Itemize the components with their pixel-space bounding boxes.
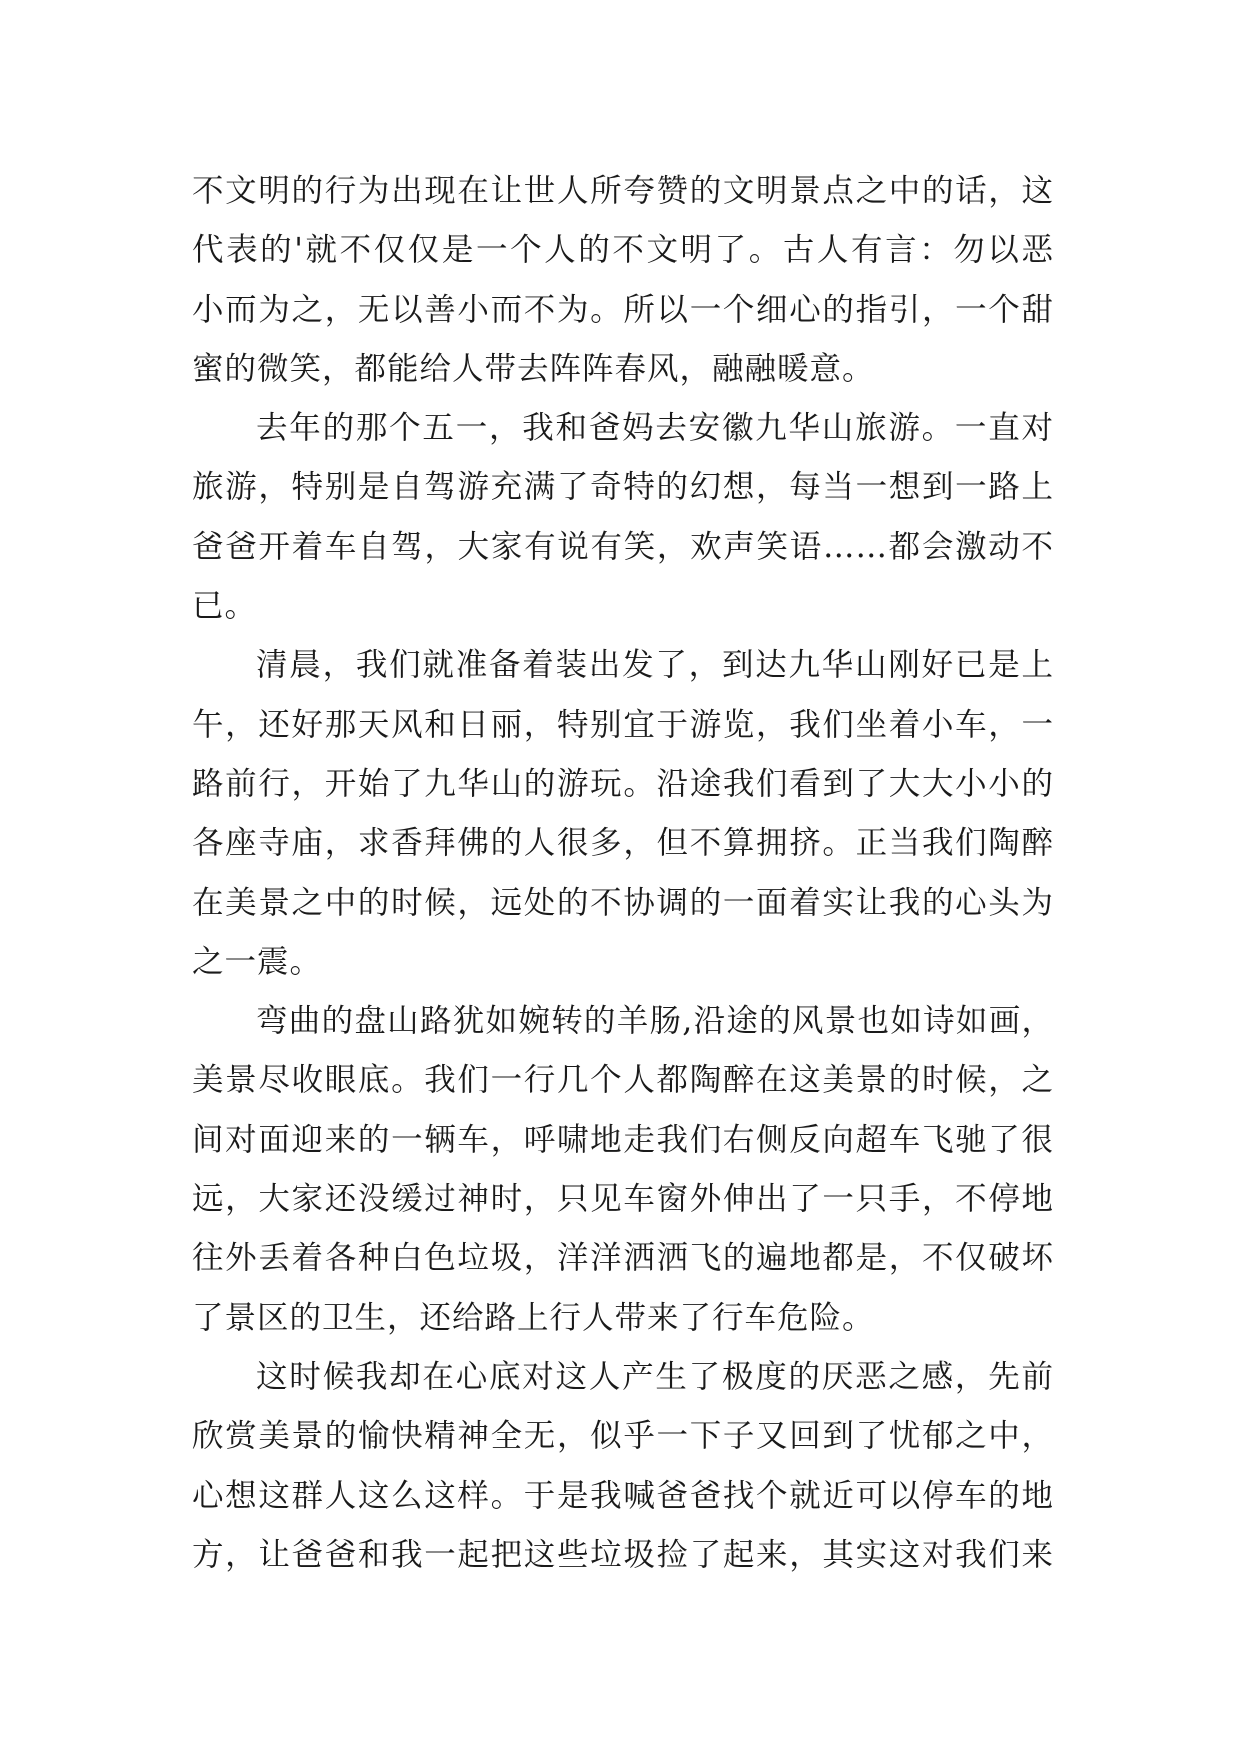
text-line: 蜜的微笑，都能给人带去阵阵春风，融融暖意。 [192,350,875,387]
text-line: 之一震。 [192,943,323,980]
text-line: 心想这群人这么这样。于是我喊爸爸找个就近可以停车的地 [192,1477,1054,1514]
text-line: 不文明的行为出现在让世人所夸赞的文明景点之中的话，这 [192,173,1054,209]
text-line: 往外丢着各种白色垃圾，洋洋洒洒飞的遍地都是，不仅破坏 [192,1240,1054,1277]
text-line: 方，让爸爸和我一起把这些垃圾捡了起来，其实这对我们来 [192,1536,1054,1573]
text-line: 间对面迎来的一辆车，呼啸地走我们右侧反向超车飞驰了很 [192,1121,1054,1158]
text-line: 了景区的卫生，还给路上行人带来了行车危险。 [192,1299,875,1336]
text-line: 爸爸开着车自驾，大家有说有笑，欢声笑语……都会激动不 [192,528,1054,565]
text-line: 去年的那个五一，我和爸妈去安徽九华山旅游。一直对 [256,410,1054,447]
text-line: 清晨，我们就准备着装出发了，到达九华山刚好已是上 [256,647,1054,684]
document-body [192,162,1054,1585]
text-line: 代表的'就不仅仅是一个人的不文明了。古人有言：勿以恶 [192,232,1054,269]
paragraph [192,1348,1054,1585]
paragraph [192,399,1054,636]
text-line: 路前行，开始了九华山的游玩。沿途我们看到了大大小小的 [192,765,1054,802]
text-line: 旅游，特别是自驾游充满了奇特的幻想，每当一想到一路上 [192,469,1054,506]
text-line: 弯曲的盘山路犹如婉转的羊肠,沿途的风景也如诗如画， [256,1003,1054,1040]
text-line: 小而为之，无以善小而不为。所以一个细心的指引，一个甜 [192,291,1054,328]
text-line: 各座寺庙，求香拜佛的人很多，但不算拥挤。正当我们陶醉 [192,825,1054,862]
text-line: 欣赏美景的愉快精神全无，似乎一下子又回到了忧郁之中， [192,1418,1054,1455]
paragraph [192,636,1054,992]
text-line: 在美景之中的时候，远处的不协调的一面着实让我的心头为 [192,884,1054,921]
text-line: 美景尽收眼底。我们一行几个人都陶醉在这美景的时候，之 [192,1062,1054,1099]
text-line: 远，大家还没缓过神时，只见车窗外伸出了一只手，不停地 [192,1181,1054,1218]
text-line: 午，还好那天风和日丽，特别宜于游览，我们坐着小车，一 [192,706,1054,743]
text-line: 这时候我却在心底对这人产生了极度的厌恶之感，先前 [256,1358,1054,1395]
text-line: 已。 [192,588,258,625]
paragraph [192,162,1054,399]
paragraph [192,992,1054,1348]
